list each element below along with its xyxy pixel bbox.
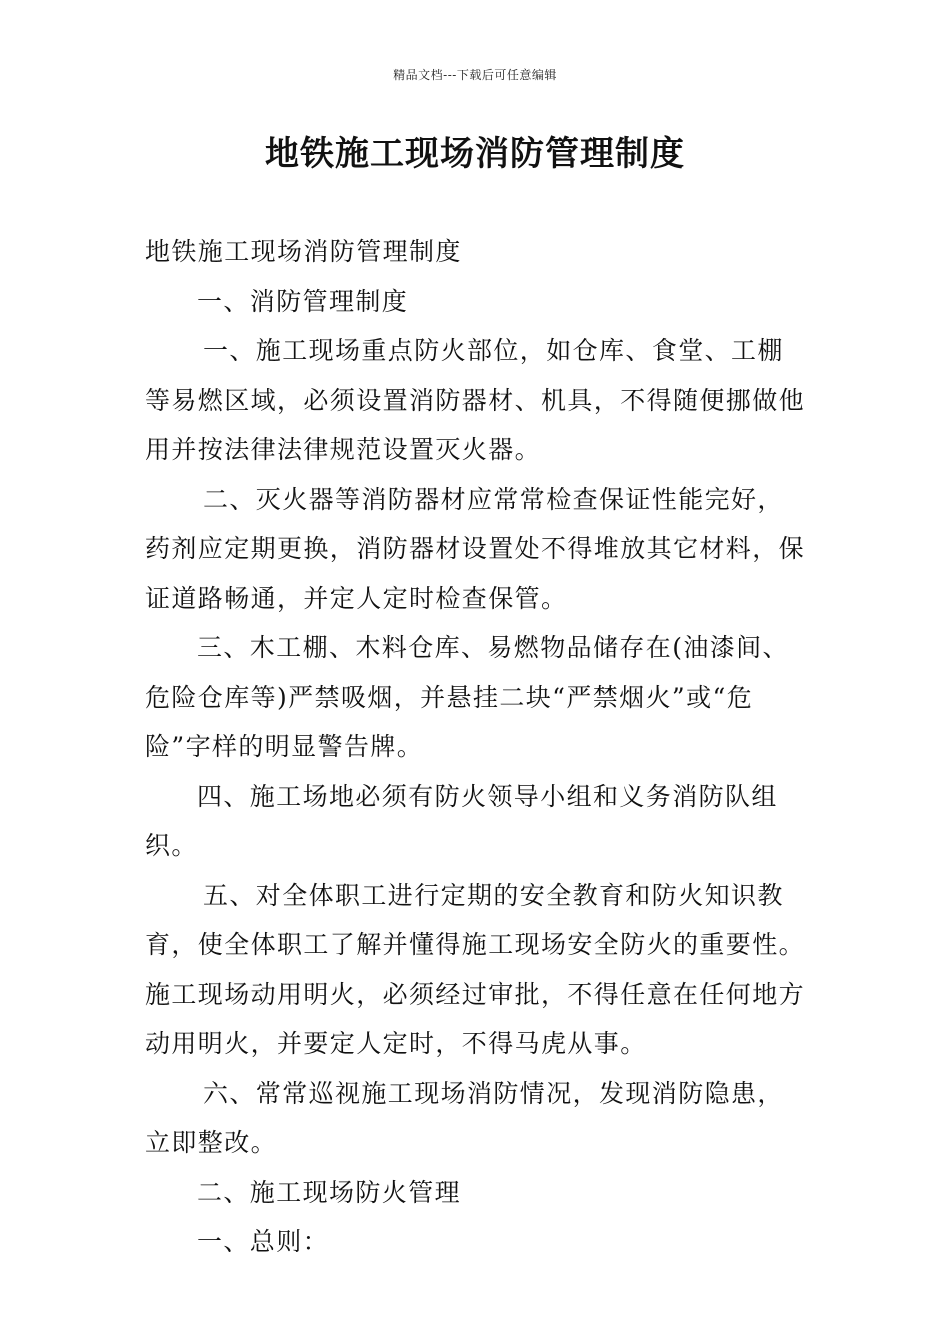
paragraph-item-2: 二、灭火器等消防器材应常常检查保证性能完好，药剂应定期更换，消防器材设置处不得堆放其它材料，保证道路畅通，并定人定时检查保管。 — [145, 484, 806, 613]
paragraph-item-6: 六、常常巡视施工现场消防情况，发现消防隐患，立即整改。 — [145, 1078, 784, 1157]
paragraph-item-4: 四、施工场地必须有防火领导小组和义务消防队组织。 — [145, 781, 778, 860]
paragraph-item-1: 一、施工现场重点防火部位，如仓库、食堂、工棚等易燃区域，必须设置消防器材、机具，不得随便挪做他用并按法律法律规范设置灭火器。 — [145, 336, 806, 464]
header-note: 精品文档---下载后可任意编辑 — [393, 68, 557, 82]
document-title: 地铁施工现场消防管理制度 — [265, 134, 685, 174]
section-heading-1: 一、消防管理制度 — [197, 286, 409, 316]
section-heading-2: 二、施工现场防火管理 — [197, 1177, 462, 1207]
paragraph-subtitle: 地铁施工现场消防管理制度 — [145, 237, 462, 266]
paragraph-item-5: 五、对全体职工进行定期的安全教育和防火知识教育，使全体职工了解并懂得施工现场安全防火的重要性。施工现场动用明火，必须经过审批，不得任意在任何地方动用明火，并要定人定时，不得马虎从事。 — [145, 880, 806, 1058]
paragraph-item-3: 三、木工棚、木料仓库、易燃物品储存在(油漆间、危险仓库等)严禁吸烟，并悬挂二块“严禁烟火”或“危险”字样的明显警告牌。 — [145, 633, 789, 761]
document-body — [145, 227, 810, 1267]
paragraph-general: 一、总则： — [197, 1227, 330, 1256]
